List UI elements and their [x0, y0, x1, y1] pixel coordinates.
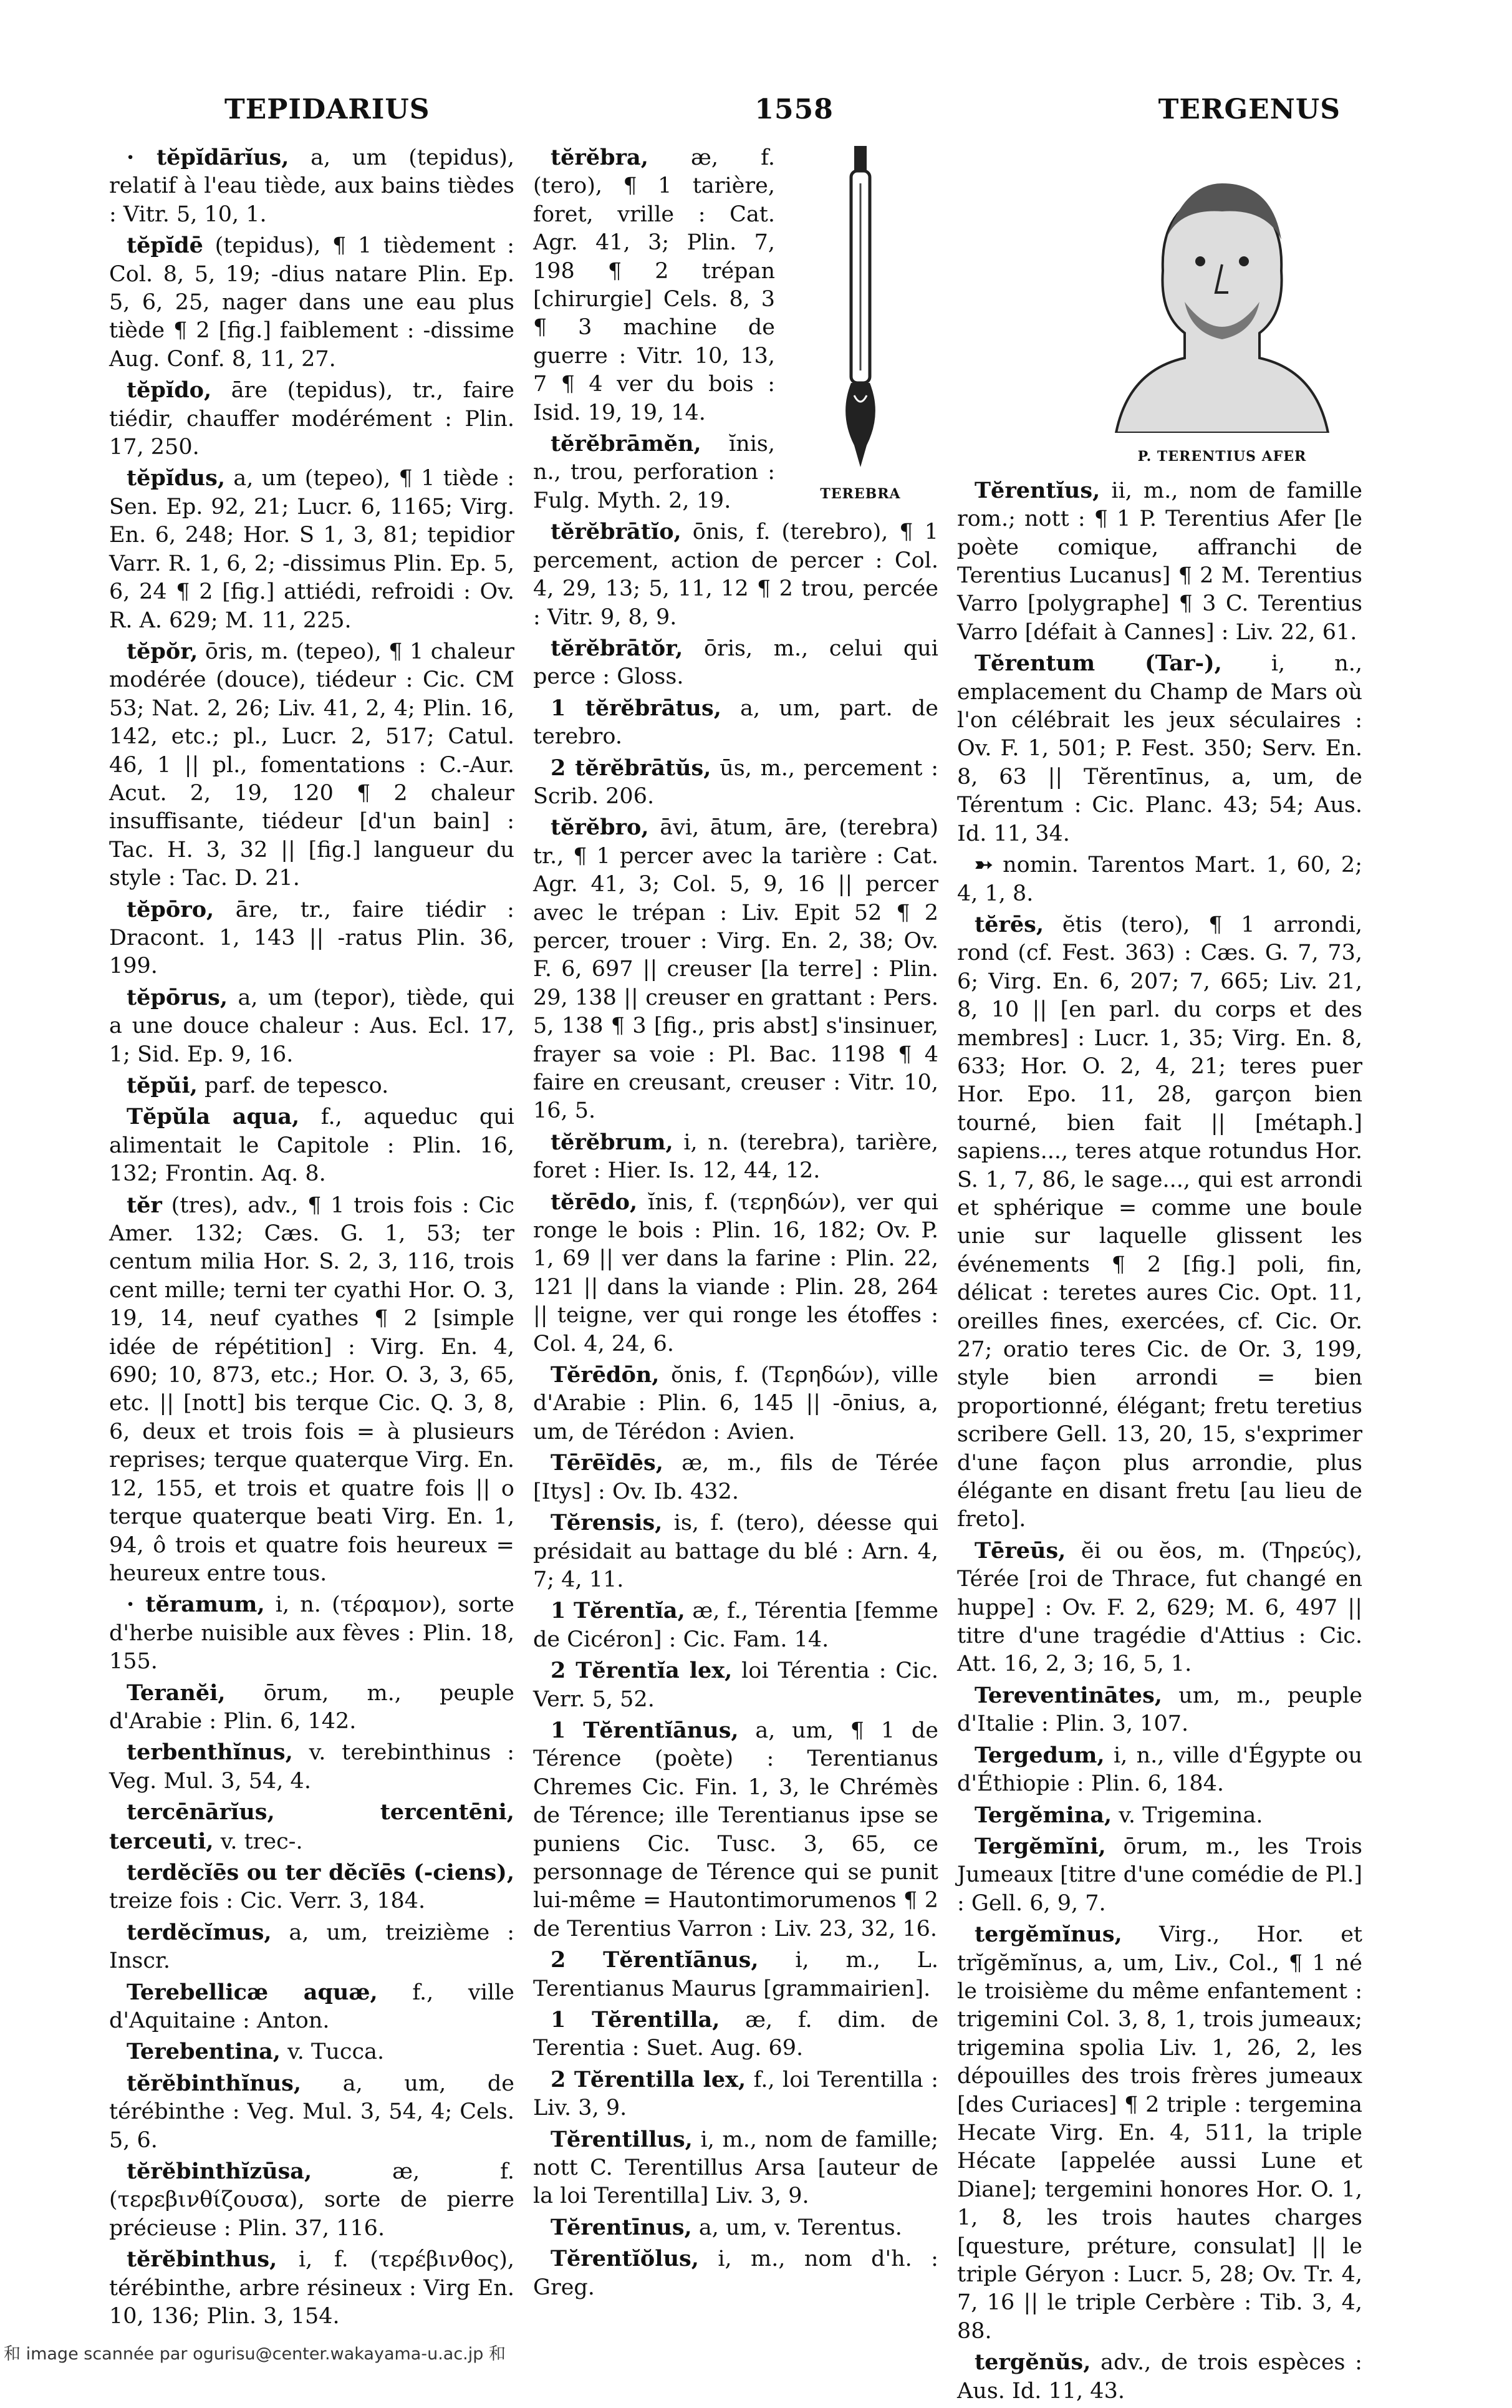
dictionary-entry — [957, 1681, 1362, 1739]
definition: (tepidus), ¶ 1 tièdement : Col. 8, 5, 19; -dius natare Plin. Ep. 5, 6, 25, nager dans une eau plus tiède ¶ 2 [fig.] faiblement : -dissime Aug. Conf. 8, 11, 27. — [109, 233, 514, 372]
dictionary-entry — [533, 2213, 938, 2242]
dictionary-entry — [109, 1103, 514, 1188]
definition: (tres), adv., ¶ 1 trois fois : Cic Amer. 132; Cæs. G. 1, 53; ter centum milia Hor. S. 2, 3, 116, trois cent mille; terni ter cyathi Hor. O. 3, 19, 14, neuf cyathes ¶ 2 [simple idée de répétition] : Virg. En. 4, 690; 10, 873, etc.; Hor. O. 3, 3, 65, etc. || [nott] bis terque Cic. Q. 3, 8, 6, deux et trois fois = à plusieurs reprises; terque quaterque Virg. En. 12, 155, et trois et quatre fois || o terque quaterque beati Virg. En. 1, 94, ô trois et quatre fois heureux = heureux entre tous. — [109, 1192, 514, 1586]
dictionary-entry — [533, 2125, 938, 2211]
dictionary-entry — [533, 1946, 938, 2003]
headword: tergĕmĭnus, — [975, 1922, 1122, 1948]
bust-drawing — [1091, 146, 1353, 433]
dictionary-entry — [109, 637, 514, 893]
headword: 2 Tĕrentilla lex, — [551, 2066, 746, 2092]
dictionary-entry — [533, 694, 938, 752]
headword: · tĕpĭdārĭus, — [127, 145, 289, 170]
terebra-illustration — [782, 146, 938, 509]
definition: āre, tr., faire tiédir : Dracont. 1, 143 || -ratus Plin. 36, 199. — [109, 897, 514, 979]
dictionary-entry — [957, 1537, 1362, 1679]
definition: āre (tepidus), tr., faire tiédir, chauffer modérément : Plin. 17, 250. — [109, 378, 514, 460]
dictionary-entry — [533, 634, 938, 692]
dictionary-entry — [533, 518, 938, 632]
definition: v. trec-. — [220, 1829, 303, 1854]
dictionary-entry — [533, 1188, 938, 1358]
dictionary-entry — [109, 2069, 514, 2155]
dictionary-entry — [957, 1920, 1362, 2346]
dictionary-entry — [533, 1597, 938, 1654]
dictionary-entry — [109, 1071, 514, 1100]
page-number: 1558 — [754, 94, 834, 125]
definition: v. Tucca. — [287, 2039, 385, 2065]
column-1 — [109, 143, 514, 2408]
definition: ōrum, m., les Trois Jumeaux [titre d'une comédie de Pl.] : Gell. 6, 9, 7. — [957, 1834, 1362, 1916]
headword: Terebellicæ aquæ, — [127, 1979, 378, 2005]
definition: Virg., Hor. et trĭgĕmĭnus, a, um, Liv., Col., ¶ 1 né le troisième du même enfantement : trigemini Col. 3, 8, 1, trois jumeaux; trigemina spolia Liv. 1, 26, 2, les dépouilles des trois frères jumeaux [des Curiaces] ¶ 2 triple : tergemina Hecate Virg. En. 4, 511, la triple Hécate [appelée aussi Lune et Diane]; tergemini honores Hor. O. 1, 1, 8, les trois hautes charges [questure, préture, consulat] || le triple Géryon : Lucr. 5, 28; Ov. Tr. 4, 7, 16 || le triple Cerbère : Tib. 3, 4, 88. — [957, 1922, 1362, 2344]
headword: tĕrēdo, — [551, 1189, 638, 1215]
dictionary-entry — [533, 813, 938, 1125]
definition: a, um (tepor), tiède, qui a une douce chaleur : Aus. Ecl. 17, 1; Sid. Ep. 9, 16. — [109, 985, 514, 1067]
dictionary-entry — [109, 896, 514, 981]
dictionary-columns — [109, 143, 1362, 2408]
headword: 2 Tĕrentĭa lex, — [551, 1658, 733, 1684]
definition: a, um, ¶ 1 de Térence (poète) : Terentianus Chremes Cic. Fin. 1, 3, le Chrémès de Térence; ille Terentianus ipse se puniens Cic. Tusc. 3, 65, ce personnage de Térence qui se punit lui-même = Hautontimorumenos ¶ 2 de Terentius Varron : Liv. 23, 32, 16. — [533, 1718, 938, 1941]
headword: 2 tĕrĕbrātŭs, — [551, 755, 711, 781]
headword: tĕrĕbrātĭo, — [551, 519, 681, 545]
definition: ĕtis (tero), ¶ 1 arrondi, rond (cf. Fest. 363) : Cæs. G. 7, 73, 6; Virg. En. 6, 207; 7, 665; Liv. 21, 8, 10 || [en parl. du corps et des membres] : Lucr. 1, 35; Virg. En. 8, 633; Hor. O. 2, 4, 21; teres puer Hor. Epo. 11, 28, garçon bien tourné, bien fait || [métaph.] sapiens..., teres atque rotundus Hor. S. 1, 7, 86, le sage..., qui est arrondi et sphérique = comme une boule unie sur laquelle glissent les événements ¶ 2 [fig.] poli, fin, délicat : teretes aures Cic. Opt. 11, oreilles fines, exercées, cf. Cic. Or. 27; oratio teres Cic. de Or. 3, 199, style bien arrondi = bien proportionné, élégant; fretu teretius scribere Gell. 13, 20, 15, s'exprimer d'une façon plus arrondie, plus élégante en disant fretu [au lieu de freto]. — [957, 912, 1362, 1532]
dictionary-entry — [957, 851, 1362, 908]
headword: tĕpōro, — [127, 896, 214, 922]
definition: i, n., emplacement du Champ de Mars où l'on célébrait les jeux séculaires : Ov. F. 1, 501; P. Fest. 350; Serv. En. 8, 63 || Tĕrentīnus, a, um, de Térentum : Cic. Planc. 43; 54; Aus. Id. 11, 34. — [957, 651, 1362, 846]
terebra-caption: TEREBRA — [820, 486, 901, 503]
dictionary-entry — [109, 2157, 514, 2243]
headword: tĕrĕbinthĭnus, — [127, 2070, 302, 2096]
dictionary-entry — [109, 1918, 514, 1976]
dictionary-entry — [533, 1449, 938, 1506]
dictionary-entry — [533, 1716, 938, 1943]
dictionary-entry — [109, 1798, 514, 1856]
definition: æ, f. (tero), ¶ 1 tarière, foret, vrille : Cat. Agr. 41, 3; Plin. 7, 198 ¶ 2 trépan [chirurgie] Cels. 8, 3 ¶ 3 machine de guerre : Vitr. 10, 13, 7 ¶ 4 ver du bois : Isid. 19, 19, 14. — [533, 145, 775, 425]
headword: Tērēĭdēs, — [551, 1450, 663, 1476]
definition: i, f. (τερέβινθος), térébinthe, arbre résineux : Virg En. 10, 136; Plin. 3, 154. — [109, 2247, 514, 2329]
headword: Tĕrentīnus, — [551, 2214, 692, 2240]
dictionary-entry — [533, 2066, 938, 2123]
definition: a, um, part. de terebro. — [533, 695, 938, 750]
definition: is, f. (tero), déesse qui présidait au battage du blé : Arn. 4, 7; 4, 11. — [533, 1511, 938, 1592]
definition: ōnis, f. (terebro), ¶ 1 percement, action de percer : Col. 4, 29, 13; 5, 11, 12 ¶ 2 trou, percée : Vitr. 9, 8, 9. — [533, 520, 938, 630]
dictionary-entry — [109, 1738, 514, 1796]
headword: Tergedum, — [975, 1742, 1105, 1768]
headword: tercēnārĭus, tercentēni, terceuti, — [109, 1799, 514, 1854]
headword: tĕpĭdo, — [127, 377, 212, 404]
dictionary-entry — [109, 1859, 514, 1916]
headword: tĕrĕbrātŏr, — [551, 635, 683, 661]
headword: Teranĕi, — [127, 1680, 226, 1706]
definition: loi Térentia : Cic. Verr. 5, 52. — [533, 1658, 938, 1712]
headword: Tĕrentĭŏlus, — [551, 2246, 699, 2272]
definition: æ, f. (τερεβινθίζουσα), sorte de pierre précieuse : Plin. 37, 116. — [109, 2159, 514, 2241]
headword: Tĕrentum (Tar-), — [975, 650, 1222, 677]
dictionary-entry — [533, 2006, 938, 2063]
dictionary-entry — [957, 1741, 1362, 1799]
headword: tĕrĕbra, — [551, 145, 648, 170]
dictionary-entry — [109, 984, 514, 1069]
dictionary-entry — [109, 143, 514, 229]
drill-bit-drawing — [826, 146, 895, 470]
headword: Tĕrēdōn, — [551, 1362, 660, 1388]
definition: æ, f. dim. de Terentia : Suet. Aug. 69. — [533, 2008, 938, 2061]
column-3 — [957, 143, 1362, 2408]
dictionary-entry — [533, 1509, 938, 1594]
headword: terdĕcĭmus, — [127, 1919, 272, 1945]
definition: f., aqueduc qui alimentait le Capitole : Plin. 16, 132; Frontin. Aq. 8. — [109, 1105, 514, 1187]
dictionary-entry — [957, 649, 1362, 848]
definition: ĕi ou ĕos, m. (Τηρεύς), Térée [roi de Thrace, fut changé en huppe] : Ov. F. 2, 629; M. 6, 497 || titre d'une tragédie d'Attius : Cic. Att. 16, 2, 3; 16, 5, 1. — [957, 1538, 1362, 1677]
headword: tĕpŭi, — [127, 1073, 198, 1098]
page-header — [224, 94, 1341, 125]
headword: tĕpŏr, — [127, 638, 198, 664]
definition: um, m., peuple d'Italie : Plin. 3, 107. — [957, 1683, 1362, 1737]
definition: parf. de tepesco. — [204, 1073, 389, 1098]
definition: f., loi Terentilla : Liv. 3, 9. — [533, 2067, 938, 2121]
definition: f., ville d'Aquitaine : Anton. — [109, 1980, 514, 2033]
headword: Tĕrentĭus, — [975, 477, 1100, 503]
headword: ➳ — [975, 852, 993, 878]
dictionary-entry — [109, 2038, 514, 2066]
definition: i, m., nom d'h. : Greg. — [533, 2246, 938, 2300]
definition: i, n., ville d'Égypte ou d'Éthiopie : Plin. 6, 184. — [957, 1743, 1362, 1797]
dictionary-entry — [109, 2245, 514, 2331]
headword: Tereventinātes, — [975, 1682, 1162, 1708]
dictionary-entry — [957, 1832, 1362, 1918]
definition: ŏnis, f. (Τερηδών), ville d'Arabie : Plin. 6, 145 || -ōnius, a, um, de Térédon : Avien. — [533, 1363, 938, 1444]
definition: a, um (tepeo), ¶ 1 tiède : Sen. Ep. 92, 21; Lucr. 6, 1165; Virg. En. 6, 248; Hor. S 1, 3, 81; tepidior Varr. R. 1, 6, 2; -dissimus Plin. Ep. 5, 6, 24 ¶ 2 [fig.] attiédi, refroidi : Ov. R. A. 629; M. 11, 225. — [109, 466, 514, 633]
definition: a, um, treizième : Inscr. — [109, 1920, 514, 1974]
definition: v. terebinthinus : Veg. Mul. 3, 54, 4. — [109, 1740, 514, 1794]
dictionary-entry — [533, 1361, 938, 1446]
headword: Tĕpŭla aqua, — [127, 1104, 300, 1130]
terentius-caption: P. TERENTIUS AFER — [1137, 448, 1307, 465]
dictionary-entry — [533, 2245, 938, 2302]
definition: ōris, m. (tepeo), ¶ 1 chaleur modérée (douce), tiédeur : Cic. CM 53; Nat. 2, 26; Liv. 41, 2, 4; Plin. 16, 142, etc.; pl., Lucr. 2, 517; Catul. 46, 1 || pl., fomentations : C.-Aur. Acut. 2, 19, 120 ¶ 2 chaleur insuffisante, tiédeur [d'un bain] : Tac. H. 3, 32 || [fig.] langueur du style : Tac. D. 21. — [109, 639, 514, 891]
definition: i, n. (terebra), tarière, foret : Hier. Is. 12, 44, 12. — [533, 1129, 938, 1184]
dictionary-entry — [533, 1656, 938, 1714]
headword: tĕrĕbro, — [551, 815, 649, 841]
terentius-bust-illustration — [1082, 146, 1362, 471]
dictionary-entry — [957, 1801, 1362, 1830]
definition: i, m., nom de famille; nott C. Terentillus Arsa [auteur de la loi Terentilla] Liv. 3, 9. — [533, 2127, 938, 2209]
headword: tĕrĕbrāmĕn, — [551, 431, 701, 457]
headword: tĕpĭdus, — [127, 465, 226, 491]
dictionary-entry — [109, 1978, 514, 2036]
headword: terdĕcĭēs ou ter dĕcĭēs (-ciens), — [127, 1859, 514, 1885]
headword: tĕpōrus, — [127, 984, 228, 1010]
headword: 1 Tĕrentilla, — [551, 2007, 720, 2033]
headword: Tergĕmĭni, — [975, 1833, 1106, 1859]
definition: æ, m., fils de Térée [Itys] : Ov. Ib. 432. — [533, 1451, 938, 1504]
definition: ūs, m., percement : Scrib. 206. — [533, 755, 938, 809]
dictionary-entry — [957, 2348, 1362, 2406]
definition: ii, m., nom de famille rom.; nott : ¶ 1 P. Terentius Afer [le poète comique, affranchi de Terentius Lucanus] ¶ 2 M. Terentius Varro [polygraphe] ¶ 3 C. Terentius Varro [défait à Cannes] : Liv. 22, 61. — [957, 478, 1362, 645]
definition: i, n. (τέραμον), sorte d'herbe nuisible aux fèves : Plin. 18, 155. — [109, 1592, 514, 1675]
dictionary-entry — [533, 754, 938, 811]
headword: Terebentina, — [127, 2039, 281, 2065]
dictionary-entry — [109, 376, 514, 462]
right-guide-word: TERGENUS — [1158, 94, 1341, 125]
headword: 1 Tĕrentĭa, — [551, 1598, 685, 1624]
headword: Tĕrentillus, — [551, 2126, 693, 2152]
definition: v. Trigemina. — [1119, 1802, 1263, 1828]
headword: Tergĕmina, — [975, 1802, 1112, 1828]
headword: 1 tĕrĕbrātus, — [551, 695, 721, 721]
dictionary-entry — [109, 1191, 514, 1588]
dictionary-entry — [109, 1590, 514, 1676]
definition: a, um (tepidus), relatif à l'eau tiède, aux bains tièdes : Vitr. 5, 10, 1. — [109, 145, 514, 227]
headword: tĕrĕbrum, — [551, 1129, 673, 1155]
headword: 1 Tĕrentĭānus, — [551, 1717, 739, 1743]
definition: ĭnis, f. (τερηδών), ver qui ronge le bois : Plin. 16, 182; Ov. P. 1, 69 || ver dans la farine : Plin. 22, 121 || dans la viande : Plin. 28, 264 || teigne, ver qui ronge les étoffes : Col. 4, 24, 6. — [533, 1189, 938, 1356]
headword: Tēreūs, — [975, 1537, 1066, 1564]
definition: ōris, m., celui qui perce : Gloss. — [533, 636, 938, 690]
definition: āvi, ātum, āre, (terebra) tr., ¶ 1 percer avec la tarière : Cat. Agr. 41, 3; Col. 5, 9, 16 || percer avec le trépan : Liv. Epit 52 ¶ 2 percer, trouer : Virg. En. 2, 38; Ov. F. 6, 697 || creuser [la terre] : Plin. 29, 138 || creuser en grattant : Pers. 5, 138 ¶ 3 [fig., pris abst] s'insinuer, frayer sa voie : Pl. Bac. 1198 ¶ 4 faire en creusant, creuser : Vitr. 10, 16, 5. — [533, 815, 938, 1124]
headword: Tĕrensis, — [551, 1510, 663, 1536]
headword: terbenthĭnus, — [127, 1739, 293, 1766]
definition: ĭnis, n., trou, perforation : Fulg. Myth. 2, 19. — [533, 432, 775, 513]
headword: tĕrĕbinthĭzūsa, — [127, 2159, 312, 2185]
column-2 — [533, 143, 938, 2408]
definition: i, m., L. Terentianus Maurus [grammairien]. — [533, 1948, 938, 2001]
definition: ōrum, m., peuple d'Arabie : Plin. 6, 142. — [109, 1680, 514, 1734]
definition: a, um, de térébinthe : Veg. Mul. 3, 54, 4; Cels. 5, 6. — [109, 2071, 514, 2153]
definition: adv., de trois espèces : Aus. Id. 11, 43. — [957, 2350, 1362, 2404]
scan-credit: 和 image scannée par ogurisu@center.wakayama-u.ac.jp 和 — [4, 2344, 506, 2364]
headword: tergĕnŭs, — [975, 2349, 1091, 2376]
dictionary-entry — [533, 1128, 938, 1186]
dictionary-entry — [109, 464, 514, 634]
headword: tĕpĭdē — [127, 233, 203, 259]
definition: a, um, v. Terentus. — [698, 2215, 902, 2240]
dictionary-entry — [109, 231, 514, 374]
headword: · tĕramum, — [127, 1592, 265, 1618]
left-guide-word: TEPIDARIUS — [224, 94, 430, 125]
headword: tĕrēs, — [975, 911, 1044, 937]
definition: treize fois : Cic. Verr. 3, 184. — [109, 1888, 426, 1914]
definition: nomin. Tarentos Mart. 1, 60, 2; 4, 1, 8. — [957, 853, 1362, 906]
dictionary-entry — [957, 911, 1362, 1534]
headword: 2 Tĕrentĭānus, — [551, 1947, 759, 1973]
definition: æ, f., Térentia [femme de Cicéron] : Cic. Fam. 14. — [533, 1598, 938, 1652]
dictionary-entry — [109, 1679, 514, 1736]
headword: tĕr — [127, 1192, 162, 1218]
headword: tĕrĕbinthus, — [127, 2246, 277, 2273]
